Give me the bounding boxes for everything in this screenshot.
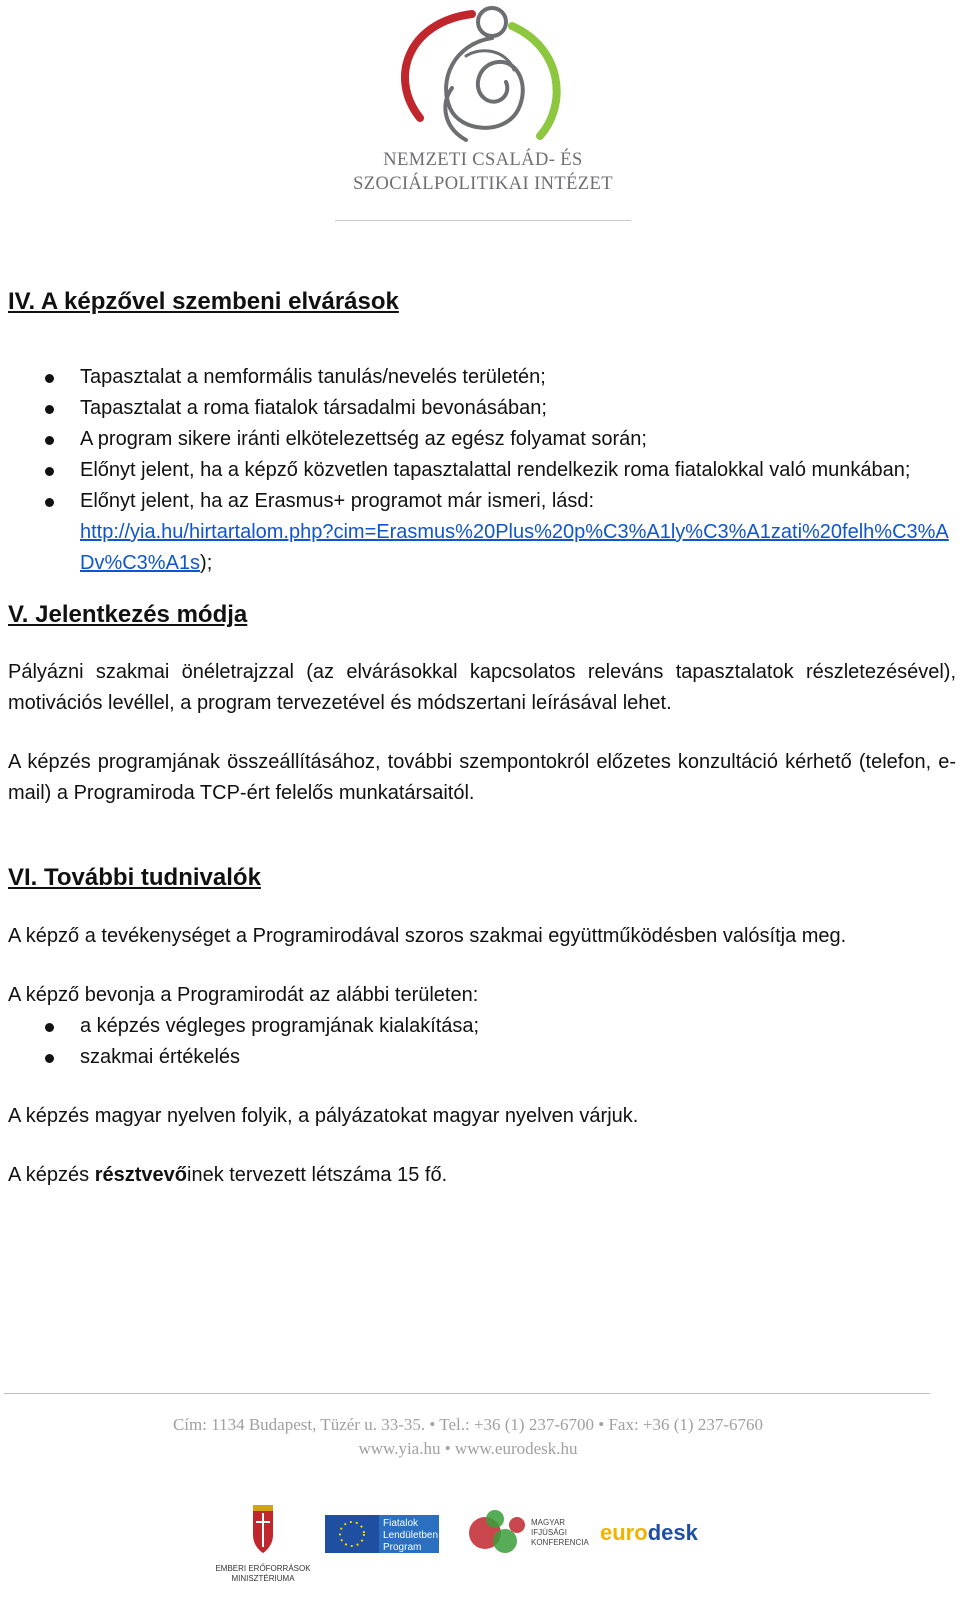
consultation-paragraph: A képzés programjának összeállításához, további szempontokról előzetes konzultáció kérhető (telefon, e-mail) a Programiroda TCP-ért felelős munkatársaitól. (8, 751, 956, 804)
footer-divider (4, 1393, 930, 1394)
list-item: Előnyt jelent, ha a képző közvetlen tapasztalattal rendelkezik roma fiatalokkal való munkában; (8, 455, 956, 486)
svg-text:eurodesk (600, 1520, 699, 1545)
footer-address: Cím: 1134 Budapest, Tüzér u. 33-35. • Tel.: +36 (1) 237-6700 • Fax: +36 (1) 237-6760 (172, 1415, 764, 1434)
list-item: Tapasztalat a nemformális tanulás/nevelés területén; (8, 362, 956, 393)
participants-paragraph (8, 1160, 956, 1191)
institute-name-line2: SZOCIÁLPOLITIKAI INTÉZET (353, 174, 613, 194)
involvement-paragraph: A képző bevonja a Programirodát az alábbi területen: (8, 984, 479, 1006)
institute-logo-icon (380, 0, 580, 150)
list-item-end: ); (200, 552, 213, 574)
erasmus-link[interactable]: http://yia.hu/hirtartalom.php?cim=Erasmus%20Plus%20p%C3%A1ly%C3%A1zati%20felh%C3%ADv%C3%A1s (80, 521, 949, 574)
mik-logo-line2: IFJÚSÁGI (531, 1528, 568, 1537)
sponsor-logos (215, 1495, 725, 1605)
list-item: A program sikere iránti elkötelezettség az egész folyamat során; (8, 424, 956, 455)
list-item: Tapasztalat a roma fiatalok társadalmi bevonásában; (8, 393, 956, 424)
participants-text-b: inek tervezett létszáma 15 fő. (187, 1164, 448, 1186)
cooperation-paragraph: A képző a tevékenységet a Programirodával szoros szakmai együttműködésben valósítja meg. (8, 925, 847, 947)
list-item (8, 486, 956, 579)
header-divider (335, 220, 631, 221)
eurodesk-logo-a: euro (600, 1520, 648, 1545)
emmi-logo-line2: MINISZTÉRIUMA (231, 1574, 295, 1583)
document-body (8, 286, 956, 1191)
institute-name-line1: NEMZETI CSALÁD- ÉS (383, 150, 583, 170)
mik-logo-line1: MAGYAR (531, 1518, 566, 1527)
list-item-text: Előnyt jelent, ha az Erasmus+ programot már ismeri, lásd: (80, 490, 595, 512)
language-paragraph: A képzés magyar nyelven folyik, a pályázatokat magyar nyelven várjuk. (8, 1105, 639, 1127)
list-item: a képzés végleges programjának kialakítása; (8, 1011, 956, 1042)
footer-websites: www.yia.hu • www.eurodesk.hu (358, 1439, 578, 1458)
participants-text-a: A képzés (8, 1164, 95, 1186)
fl-logo-line3: Program (383, 1542, 422, 1553)
magyar-ifjusagi-konferencia-logo-icon (469, 1510, 589, 1553)
footer-contact (0, 1413, 936, 1461)
section-5-heading: V. Jelentkezés módja (8, 601, 248, 628)
application-paragraph: Pályázni szakmai önéletrajzzal (az elvárásokkal kapcsolatos releváns tapasztalatok részletezésével), motivációs levéllel, a program tervezetével és módszertani leírásával lehet. (8, 661, 956, 714)
emmi-logo-line1: EMBERI ERŐFORRÁSOK (215, 1564, 311, 1573)
emmi-logo-icon (215, 1505, 311, 1583)
fl-logo-line2: Lendületben (383, 1530, 439, 1541)
list-item: szakmai értékelés (8, 1042, 956, 1073)
participants-text-bold: résztvevő (94, 1164, 187, 1186)
involvement-list (8, 1011, 956, 1073)
eurodesk-logo-b: desk (647, 1520, 698, 1545)
mik-logo-line3: KONFERENCIA (531, 1538, 589, 1547)
section-4-heading: IV. A képzővel szembeni elvárások (8, 288, 399, 315)
fl-logo-line1: Fiatalok (383, 1518, 419, 1529)
trainer-requirements-list (8, 362, 956, 579)
eurodesk-logo-icon (600, 1520, 699, 1545)
institute-name (300, 148, 666, 196)
fiatalok-lendueletben-logo-icon (325, 1515, 439, 1553)
section-6-heading: VI. További tudnivalók (8, 864, 261, 891)
